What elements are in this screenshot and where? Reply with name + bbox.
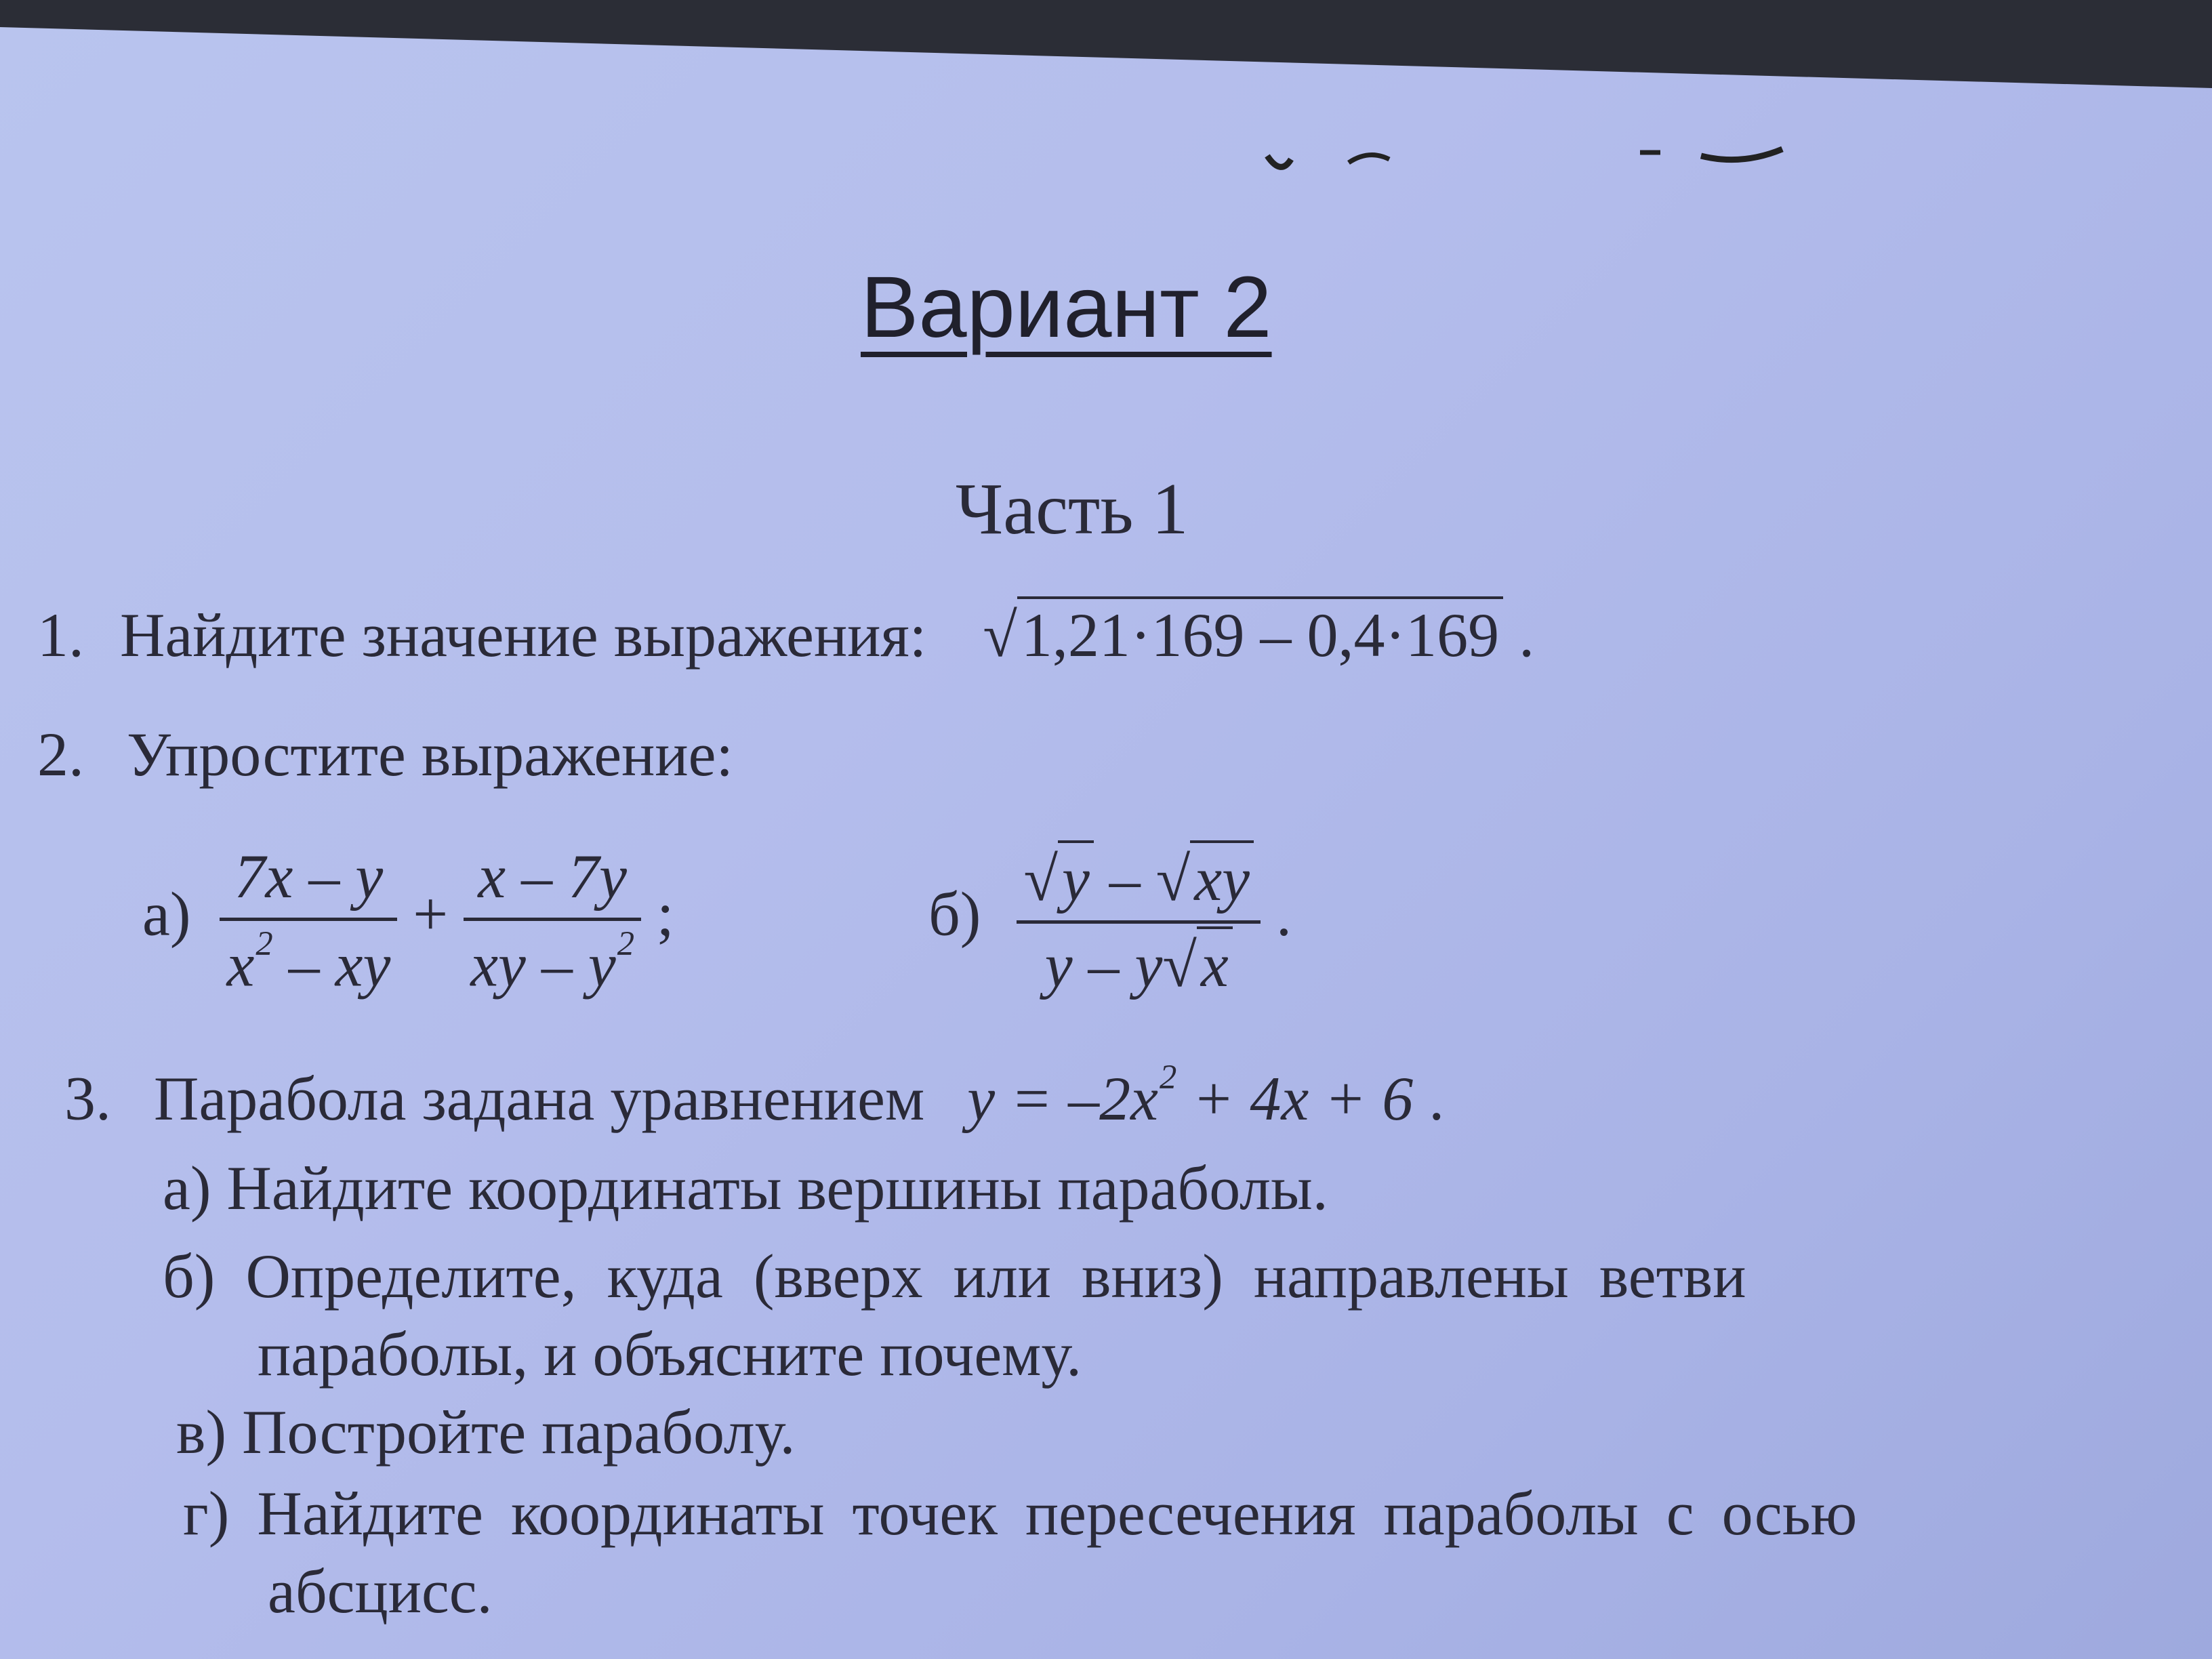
- task2b-numerator: √y – √xy: [1017, 840, 1261, 924]
- task1-end: .: [1519, 600, 1535, 670]
- task2a-f2-denominator: xy – $y^2$: [470, 924, 634, 1000]
- task1-number: 1.: [37, 600, 84, 670]
- task2-number: 2.: [37, 720, 84, 789]
- task3-end: .: [1429, 1063, 1445, 1133]
- task3-equation: $y = -2x^2 + 4x + 6$: [967, 1058, 1414, 1133]
- task3-item-b: б) Определите, куда (вверх или вниз) направлены ветви: [163, 1242, 1746, 1311]
- task2-line: [37, 718, 733, 790]
- task2a-f2-numerator: x – 7y: [464, 840, 641, 921]
- task3-item-c: в) Постройте параболу.: [176, 1397, 796, 1467]
- task2b-end: .: [1275, 879, 1292, 949]
- task2a: [142, 840, 674, 1001]
- task3-item-d: г) Найдите координаты точек пересечения параболы с осью: [183, 1479, 1858, 1548]
- task1-root: √1,21·169 – 0,4·169: [983, 596, 1503, 671]
- task3-item-d-cont: абсцисс.: [268, 1557, 493, 1626]
- task3-number: 3.: [64, 1063, 111, 1133]
- task2a-plus: +: [413, 879, 449, 949]
- task2a-f1-numerator: 7x – y: [220, 840, 397, 921]
- pen-marks: [1254, 129, 1796, 210]
- task2-text: Упростите выражение:: [127, 720, 734, 789]
- task3-item-a: а) Найдите координаты вершины параболы.: [163, 1153, 1328, 1223]
- task1-root-body: 1,21·169 – 0,4·169: [1017, 596, 1503, 671]
- task3-line: [64, 1057, 1444, 1134]
- part-heading: Часть 1: [956, 469, 1189, 550]
- task1-text: Найдите значение выражения:: [120, 600, 927, 670]
- task1-line: [37, 596, 1534, 671]
- task2a-f1-denominator: $x^2$ – xy: [226, 924, 391, 1000]
- task2a-end: ;: [657, 879, 674, 949]
- task3-item-b-cont: параболы, и объясните почему.: [258, 1319, 1082, 1389]
- variant-title: Вариант 2: [861, 259, 1272, 356]
- task2b: [928, 840, 1292, 1001]
- task3-text: Парабола задана уравнением: [154, 1063, 925, 1133]
- task2b-fraction: [1017, 840, 1261, 1001]
- task2a-fraction1: [220, 840, 397, 1001]
- task2a-fraction2: [464, 840, 641, 1001]
- task2a-label: а): [142, 879, 191, 949]
- task2b-label: б): [928, 879, 981, 949]
- task2b-denominator: y – y√x: [1017, 924, 1261, 1001]
